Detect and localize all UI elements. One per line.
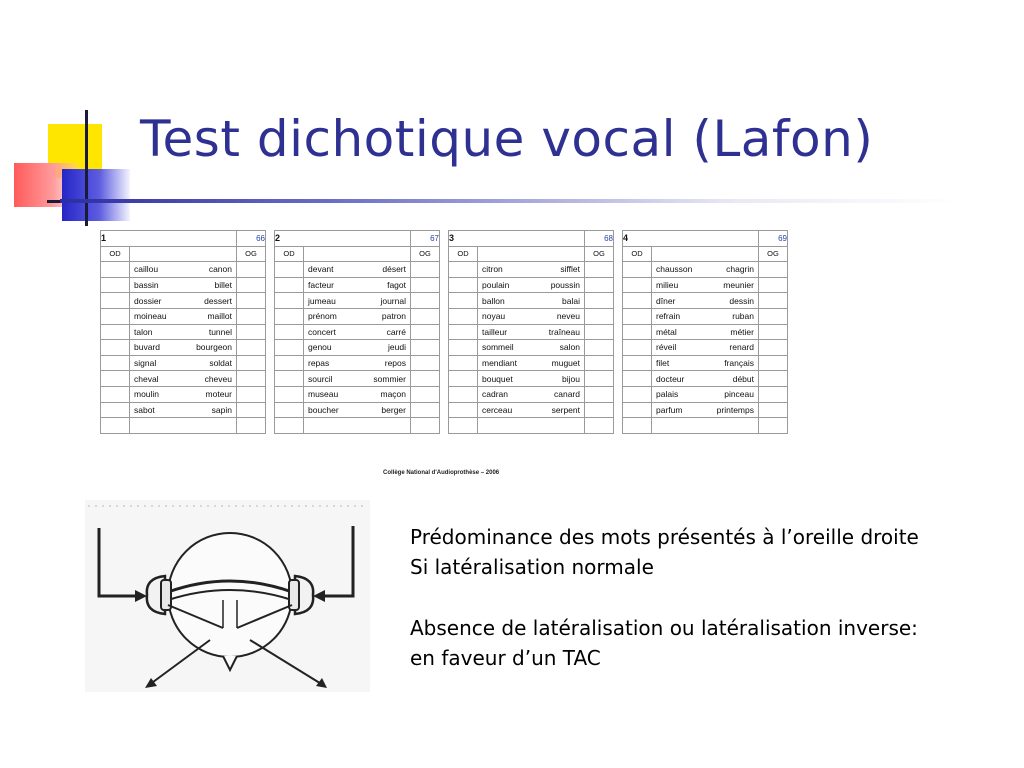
word-pair-cell xyxy=(130,386,237,402)
word-left: refrain xyxy=(656,311,681,322)
table-row xyxy=(623,293,788,309)
word-right: canard xyxy=(554,389,580,400)
word-left: filet xyxy=(656,358,670,369)
table-row xyxy=(449,402,614,418)
word-pair-cell xyxy=(478,308,585,324)
word-right: début xyxy=(732,373,754,384)
word-right: ruban xyxy=(732,311,754,322)
word-pair-cell xyxy=(304,277,411,293)
od-answer-cell xyxy=(449,386,478,402)
word-pair-cell xyxy=(130,293,237,309)
table-row xyxy=(101,324,266,340)
table-row xyxy=(275,293,440,309)
page-title: Test dichotique vocal (Lafon) xyxy=(140,110,874,168)
table-credit: Collège National d'Audioprothèse – 2006 xyxy=(383,470,500,476)
word-list-table-4 xyxy=(622,230,788,434)
word-pair-cell xyxy=(652,402,759,418)
word-pair-cell xyxy=(652,340,759,356)
og-answer-cell xyxy=(411,293,440,309)
word-pair-cell xyxy=(130,340,237,356)
table-row xyxy=(449,340,614,356)
od-answer-cell xyxy=(275,340,304,356)
og-answer-cell xyxy=(237,340,266,356)
od-answer-cell xyxy=(101,293,130,309)
table-row xyxy=(101,371,266,387)
og-answer-cell xyxy=(585,293,614,309)
word-left: boucher xyxy=(308,404,339,415)
word-right: chagrin xyxy=(726,264,754,275)
word-right: cheveu xyxy=(204,373,232,384)
decor-blue-square xyxy=(62,169,130,221)
od-answer-cell xyxy=(449,308,478,324)
og-answer-cell xyxy=(585,371,614,387)
og-answer-cell xyxy=(237,371,266,387)
word-left: bassin xyxy=(134,280,159,291)
word-right: balai xyxy=(562,295,580,306)
word-left: mendiant xyxy=(482,358,517,369)
og-answer-cell xyxy=(237,308,266,324)
word-left: métal xyxy=(656,326,677,337)
table-row xyxy=(623,324,788,340)
og-answer-cell xyxy=(585,324,614,340)
word-left: réveil xyxy=(656,342,677,353)
table-row xyxy=(449,308,614,324)
word-left: moulin xyxy=(134,389,160,400)
empty-cell xyxy=(130,418,237,434)
word-right: sommier xyxy=(373,373,406,384)
word-right: sapin xyxy=(211,404,232,415)
table-row xyxy=(275,262,440,278)
word-left: docteur xyxy=(656,373,685,384)
list-page: 68 xyxy=(585,231,614,247)
table-row xyxy=(623,277,788,293)
word-right: printemps xyxy=(716,404,754,415)
word-left: palais xyxy=(656,389,679,400)
word-pair-cell xyxy=(304,402,411,418)
word-pair-cell xyxy=(652,324,759,340)
og-answer-cell xyxy=(237,355,266,371)
og-answer-cell xyxy=(237,402,266,418)
og-answer-cell xyxy=(585,340,614,356)
word-pair-cell xyxy=(478,324,585,340)
word-left: moineau xyxy=(134,311,167,322)
word-left: cheval xyxy=(134,373,159,384)
word-left: milieu xyxy=(656,280,679,291)
empty-cell xyxy=(652,418,759,434)
empty-cell xyxy=(478,418,585,434)
word-left: cerceau xyxy=(482,404,513,415)
label-spacer xyxy=(652,246,759,262)
og-answer-cell xyxy=(759,386,788,402)
table-row xyxy=(275,402,440,418)
table-row xyxy=(275,418,440,434)
word-left: genou xyxy=(308,342,332,353)
word-left: cadran xyxy=(482,389,508,400)
od-answer-cell xyxy=(101,355,130,371)
og-answer-cell xyxy=(411,371,440,387)
od-answer-cell xyxy=(623,277,652,293)
word-pair-cell xyxy=(304,293,411,309)
word-left: noyau xyxy=(482,311,506,322)
od-answer-cell xyxy=(623,340,652,356)
word-pair-cell xyxy=(652,355,759,371)
word-pair-cell xyxy=(130,371,237,387)
od-answer-cell xyxy=(449,355,478,371)
table-row xyxy=(101,418,266,434)
og-answer-cell xyxy=(237,386,266,402)
od-answer-cell xyxy=(623,355,652,371)
head-with-headphones-illustration xyxy=(85,500,370,692)
word-right: bijou xyxy=(562,373,580,384)
table-row xyxy=(101,402,266,418)
word-pair-cell xyxy=(652,262,759,278)
label-od: OD xyxy=(275,246,304,262)
word-right: patron xyxy=(381,311,406,322)
word-left: bouquet xyxy=(482,373,513,384)
word-right: maçon xyxy=(380,389,406,400)
word-left: signal xyxy=(134,358,157,369)
label-og: OG xyxy=(585,246,614,262)
word-pair-cell xyxy=(304,340,411,356)
od-answer-cell xyxy=(275,293,304,309)
list-number: 4 xyxy=(623,231,759,247)
od-answer-cell xyxy=(623,293,652,309)
table-row xyxy=(275,277,440,293)
od-answer-cell xyxy=(275,386,304,402)
word-right: soldat xyxy=(209,358,232,369)
word-pair-cell xyxy=(130,277,237,293)
table-row xyxy=(623,262,788,278)
od-answer-cell xyxy=(275,262,304,278)
od-answer-cell xyxy=(101,324,130,340)
word-right: neveu xyxy=(556,311,580,322)
table-row xyxy=(623,308,788,324)
og-answer-cell xyxy=(411,402,440,418)
empty-cell xyxy=(275,418,304,434)
od-answer-cell xyxy=(101,402,130,418)
word-right: berger xyxy=(381,404,406,415)
table-row xyxy=(449,277,614,293)
table-row xyxy=(275,355,440,371)
empty-cell xyxy=(304,418,411,434)
word-list-table-3 xyxy=(448,230,614,434)
word-left: talon xyxy=(134,326,153,337)
word-left: museau xyxy=(308,389,339,400)
table-row xyxy=(449,418,614,434)
word-pair-cell xyxy=(478,355,585,371)
word-left: facteur xyxy=(308,280,334,291)
od-answer-cell xyxy=(449,293,478,309)
word-right: maillot xyxy=(207,311,232,322)
od-answer-cell xyxy=(101,262,130,278)
label-od: OD xyxy=(101,246,130,262)
word-left: citron xyxy=(482,264,503,275)
word-pair-cell xyxy=(304,386,411,402)
od-answer-cell xyxy=(623,402,652,418)
table-row xyxy=(101,277,266,293)
od-answer-cell xyxy=(101,371,130,387)
od-answer-cell xyxy=(101,277,130,293)
od-answer-cell xyxy=(623,371,652,387)
og-answer-cell xyxy=(759,402,788,418)
og-answer-cell xyxy=(759,371,788,387)
list-number: 1 xyxy=(101,231,237,247)
og-answer-cell xyxy=(237,293,266,309)
table-row xyxy=(275,340,440,356)
table-row xyxy=(623,371,788,387)
label-og: OG xyxy=(759,246,788,262)
word-right: journal xyxy=(380,295,406,306)
empty-cell xyxy=(449,418,478,434)
word-right: traîneau xyxy=(548,326,580,337)
label-od: OD xyxy=(623,246,652,262)
og-answer-cell xyxy=(759,262,788,278)
text-line-1: Prédominance des mots présentés à l’oreille droite xyxy=(410,525,919,549)
od-answer-cell xyxy=(449,277,478,293)
word-pair-cell xyxy=(652,293,759,309)
word-left: prénom xyxy=(308,311,337,322)
od-answer-cell xyxy=(275,324,304,340)
og-answer-cell xyxy=(759,293,788,309)
table-row xyxy=(449,386,614,402)
og-answer-cell xyxy=(411,340,440,356)
og-answer-cell xyxy=(585,402,614,418)
od-answer-cell xyxy=(275,308,304,324)
word-right: tunnel xyxy=(208,326,232,337)
word-right: billet xyxy=(214,280,232,291)
od-answer-cell xyxy=(623,386,652,402)
word-right: fagot xyxy=(387,280,406,291)
table-row xyxy=(623,402,788,418)
word-right: dessin xyxy=(729,295,754,306)
word-pair-cell xyxy=(304,355,411,371)
word-left: chausson xyxy=(656,264,693,275)
table-row xyxy=(623,355,788,371)
og-answer-cell xyxy=(237,324,266,340)
table-row xyxy=(101,262,266,278)
od-answer-cell xyxy=(449,324,478,340)
table-row xyxy=(623,386,788,402)
text-line-3: Absence de latéralisation ou latéralisation inverse: xyxy=(410,616,918,640)
word-left: sabot xyxy=(134,404,155,415)
word-left: dossier xyxy=(134,295,162,306)
og-answer-cell xyxy=(585,277,614,293)
word-right: renard xyxy=(729,342,754,353)
word-right: salon xyxy=(559,342,580,353)
word-right: sifflet xyxy=(560,264,580,275)
list-page: 67 xyxy=(411,231,440,247)
word-right: poussin xyxy=(550,280,580,291)
od-answer-cell xyxy=(101,386,130,402)
label-spacer xyxy=(130,246,237,262)
od-answer-cell xyxy=(449,262,478,278)
table-row xyxy=(275,386,440,402)
od-answer-cell xyxy=(449,402,478,418)
title-underline xyxy=(60,199,960,203)
og-answer-cell xyxy=(411,355,440,371)
word-left: sommeil xyxy=(482,342,514,353)
od-answer-cell xyxy=(623,262,652,278)
og-answer-cell xyxy=(759,324,788,340)
word-pair-cell xyxy=(130,308,237,324)
word-pair-cell xyxy=(130,355,237,371)
word-pair-cell xyxy=(478,386,585,402)
od-answer-cell xyxy=(101,308,130,324)
word-pair-cell xyxy=(478,262,585,278)
od-answer-cell xyxy=(449,340,478,356)
text-line-4: en faveur d’un TAC xyxy=(410,646,601,670)
word-pair-cell xyxy=(304,308,411,324)
word-pair-cell xyxy=(130,402,237,418)
word-list-table-1 xyxy=(100,230,266,434)
word-left: repas xyxy=(308,358,330,369)
og-answer-cell xyxy=(411,277,440,293)
og-answer-cell xyxy=(759,277,788,293)
list-page: 66 xyxy=(237,231,266,247)
od-answer-cell xyxy=(275,402,304,418)
og-answer-cell xyxy=(411,308,440,324)
list-page: 69 xyxy=(759,231,788,247)
word-right: bourgeon xyxy=(196,342,232,353)
empty-cell xyxy=(101,418,130,434)
text-line-2: Si latéralisation normale xyxy=(410,555,654,579)
word-right: serpent xyxy=(551,404,580,415)
og-answer-cell xyxy=(585,262,614,278)
table-row xyxy=(275,324,440,340)
list-number: 3 xyxy=(449,231,585,247)
od-answer-cell xyxy=(275,277,304,293)
word-right: français xyxy=(724,358,754,369)
og-answer-cell xyxy=(237,262,266,278)
word-pair-cell xyxy=(130,262,237,278)
od-answer-cell xyxy=(623,308,652,324)
table-row xyxy=(449,355,614,371)
table-row xyxy=(449,262,614,278)
word-left: devant xyxy=(308,264,334,275)
word-list-tables xyxy=(100,230,788,434)
empty-cell xyxy=(623,418,652,434)
og-answer-cell xyxy=(759,355,788,371)
word-left: caillou xyxy=(134,264,159,275)
og-answer-cell xyxy=(585,308,614,324)
word-pair-cell xyxy=(652,308,759,324)
word-right: moteur xyxy=(205,389,232,400)
word-pair-cell xyxy=(652,277,759,293)
table-row xyxy=(623,418,788,434)
empty-cell xyxy=(585,418,614,434)
og-answer-cell xyxy=(411,386,440,402)
word-pair-cell xyxy=(652,371,759,387)
dichotic-head-diagram xyxy=(85,500,370,692)
label-od: OD xyxy=(449,246,478,262)
word-left: dîner xyxy=(656,295,676,306)
od-answer-cell xyxy=(275,355,304,371)
table-row xyxy=(275,371,440,387)
table-row xyxy=(101,308,266,324)
word-right: repos xyxy=(384,358,406,369)
word-pair-cell xyxy=(130,324,237,340)
word-pair-cell xyxy=(478,402,585,418)
og-answer-cell xyxy=(411,262,440,278)
word-right: canon xyxy=(208,264,232,275)
og-answer-cell xyxy=(585,386,614,402)
explanation-text xyxy=(410,522,919,673)
label-spacer xyxy=(304,246,411,262)
table-row xyxy=(623,340,788,356)
og-answer-cell xyxy=(759,308,788,324)
word-right: dessert xyxy=(204,295,232,306)
word-right: pinceau xyxy=(724,389,754,400)
og-answer-cell xyxy=(585,355,614,371)
og-answer-cell xyxy=(759,340,788,356)
word-pair-cell xyxy=(652,386,759,402)
word-right: métier xyxy=(730,326,754,337)
od-answer-cell xyxy=(623,324,652,340)
word-right: désert xyxy=(382,264,406,275)
og-answer-cell xyxy=(411,324,440,340)
label-spacer xyxy=(478,246,585,262)
word-left: jumeau xyxy=(308,295,336,306)
word-list-table-2 xyxy=(274,230,440,434)
list-number: 2 xyxy=(275,231,411,247)
table-row xyxy=(275,308,440,324)
word-right: carré xyxy=(386,326,406,337)
table-row xyxy=(101,355,266,371)
word-pair-cell xyxy=(478,293,585,309)
word-right: meunier xyxy=(723,280,754,291)
word-left: ballon xyxy=(482,295,505,306)
word-left: poulain xyxy=(482,280,510,291)
table-row xyxy=(449,293,614,309)
word-left: concert xyxy=(308,326,336,337)
word-left: tailleur xyxy=(482,326,508,337)
og-answer-cell xyxy=(237,277,266,293)
word-left: parfum xyxy=(656,404,683,415)
empty-cell xyxy=(237,418,266,434)
od-answer-cell xyxy=(449,371,478,387)
od-answer-cell xyxy=(101,340,130,356)
word-left: buvard xyxy=(134,342,160,353)
word-left: sourcil xyxy=(308,373,333,384)
word-pair-cell xyxy=(478,340,585,356)
table-row xyxy=(101,386,266,402)
label-og: OG xyxy=(411,246,440,262)
word-right: muguet xyxy=(551,358,580,369)
empty-cell xyxy=(759,418,788,434)
word-pair-cell xyxy=(304,262,411,278)
table-row xyxy=(449,324,614,340)
label-og: OG xyxy=(237,246,266,262)
od-answer-cell xyxy=(275,371,304,387)
word-right: jeudi xyxy=(388,342,406,353)
table-row xyxy=(101,340,266,356)
word-pair-cell xyxy=(478,371,585,387)
table-row xyxy=(449,371,614,387)
decor-vertical-line xyxy=(85,110,88,226)
word-pair-cell xyxy=(478,277,585,293)
word-pair-cell xyxy=(304,371,411,387)
word-pair-cell xyxy=(304,324,411,340)
empty-cell xyxy=(411,418,440,434)
table-row xyxy=(101,293,266,309)
